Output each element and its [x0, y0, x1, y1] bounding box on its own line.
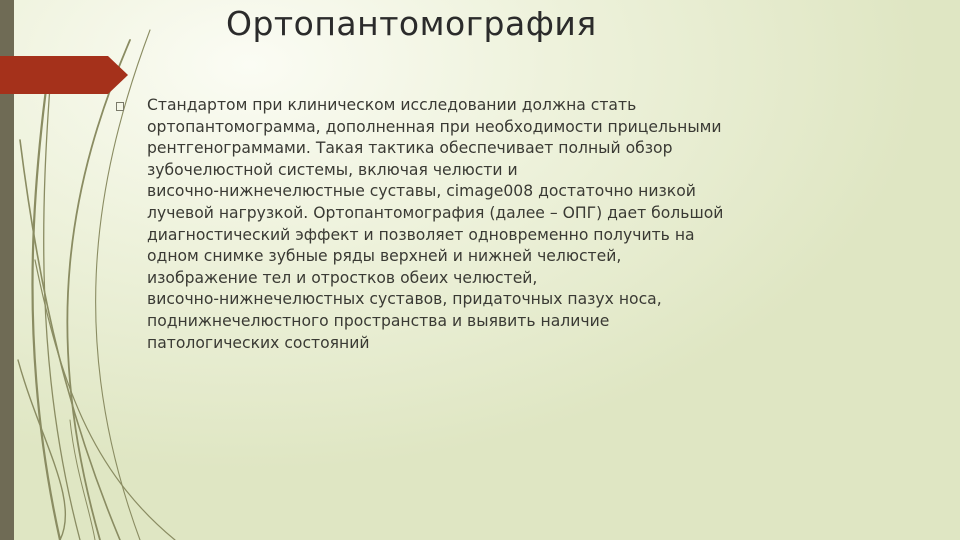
- accent-tab: [0, 56, 128, 94]
- square-bullet-icon: [116, 102, 124, 111]
- slide-title: Ортопантомография: [226, 4, 597, 43]
- bullet-text: Стандартом при клиническом исследовании должна стать ортопантомограмма, дополненная при необходимости прицельными рентгенограммами. Такая тактика обеспечивает полный обзор зубочелюстной системы, включая челюсти и височно-нижнечелюстные суставы, cimage008 достаточно низкой лучевой нагрузкой. Ортопантомография (далее – ОПГ) дает большой диагностический эффект и позволяет одновременно получить на одном снимке зубные ряды верхней и нижней челюстей, изображение тел и отростков обеих челюстей, височно-нижнечелюстных суставов, придаточных пазух носа, поднижнечелюстного пространства и выявить наличие патологических состояний: [147, 96, 724, 352]
